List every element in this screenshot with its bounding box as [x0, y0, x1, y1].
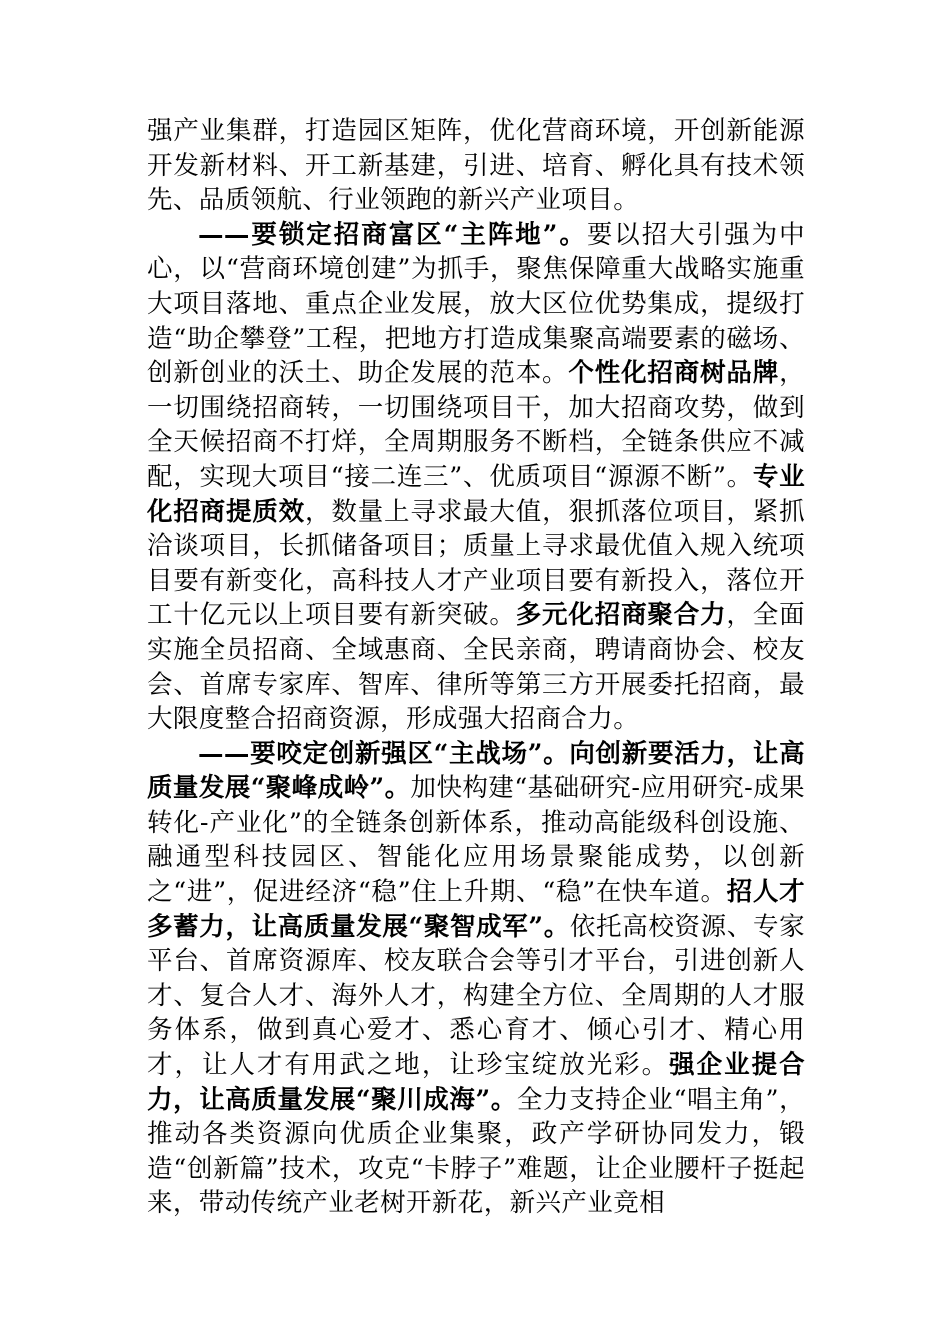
document-body [147, 114, 805, 1221]
text-run: ，全面实施全员招商、全域惠商、全民亲商，聘请商协会、校友会、首席专家库、智库、律所等第三方开展委托招商，最大限度整合招商资源，形成强大招商合力。 [147, 600, 805, 735]
text-run: 依托高校资源、专家平台、首席资源库、校友联合会等引才平台，引进创新人才、复合人才、海外人才，构建全方位、全周期的人才服务体系，做到真心爱才、悉心育才、倾心引才、精心用才，让人才有用武之地，让珍宝绽放光彩。 [147, 911, 805, 1081]
text-run: ，一切围绕招商转，一切围绕项目干，加大招商攻势，做到全天候招商不打烊，全周期服务不断档，全链条供应不减配，实现大项目“接二连三”、优质项目“源源不断”。 [147, 358, 805, 492]
bold-heading-run: 多元化招商聚合力 [515, 600, 727, 631]
text-run: 要以招大引强为中心，以“营商环境创建”为抓手，聚焦保障重大战略实施重大项目落地、重点企业发展，放大区位优势集成，提级打造“助企攀登”工程，把地方打造成集聚高端要素的磁场、创新创业的沃土、助企发展的范本。 [147, 219, 805, 389]
text-run: ，数量上寻求最大值，狠抓落位项目，紧抓洽谈项目，长抓储备项目；质量上寻求最优值入规入统项目要有新变化，高科技人才产业项目要有新投入，落位开工十亿元以上项目要有新突破。 [147, 496, 805, 631]
text-run: 加快构建“基础研究-应用研究-成果转化-产业化”的全链条创新体系，推动高能级科创设施、融通型科技园区、智能化应用场景聚能成势，以创新之“进”，促进经济“稳”住上升期、“稳”在快车道。 [147, 773, 805, 908]
bold-heading-run: 招人才多蓄力，让高质量发展“聚智成军”。 [147, 877, 805, 942]
bold-heading-run: ——要咬定创新强区“主战场”。向创新要活力，让高质量发展“聚峰成岭”。 [147, 738, 805, 804]
bold-heading-run: ——要锁定招商富区“主阵地”。 [198, 219, 587, 250]
bold-heading-run: 个性化招商树品牌 [568, 358, 780, 389]
text-run: 强产业集群，打造园区矩阵，优化营商环境，开创新能源开发新材料、开工新基建，引进、培育、孵化具有技术领先、品质领航、行业领跑的新兴产业项目。 [147, 116, 805, 216]
paragraph-1 [147, 114, 805, 218]
text-run: 全力支持企业“唱主角”，推动各类资源向优质企业集聚，政产学研协同发力，锻造“创新篇”技术，攻克“卡脖子”难题，让企业腰杆子挺起来，带动传统产业老树开新花，新兴产业竞相 [147, 1084, 805, 1219]
bold-heading-run: 专业化招商提质效 [147, 461, 805, 527]
paragraph-3 [147, 737, 805, 1221]
paragraph-2 [147, 218, 805, 737]
bold-heading-run: 强企业提合力，让高质量发展“聚川成海”。 [147, 1050, 805, 1115]
